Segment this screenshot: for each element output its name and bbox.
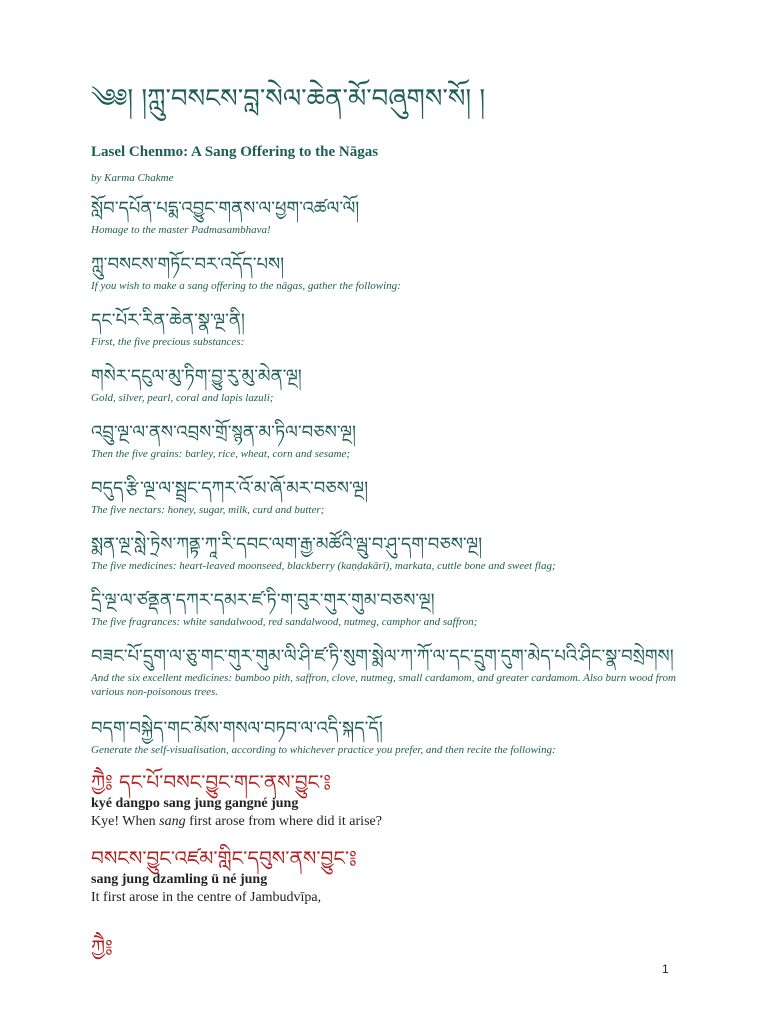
verse xyxy=(91,846,691,906)
translation-line: If you wish to make a sang offering to the nāgas, gather the following: xyxy=(91,279,401,292)
translation-line: And the six excellent medicines: bamboo pith, saffron, clove, nutmeg, small cardamom, and greater cardamom. Also burn wood from various non-poisonous trees. xyxy=(91,671,676,699)
tibetan-line: དང་པོར་རིན་ཆེན་སྣ་ལྔ་ནི། xyxy=(91,310,245,331)
page-number: 1 xyxy=(662,962,669,976)
verse-translation-part: It first arose in the centre of Jambudvīpa, xyxy=(91,890,322,905)
translation-line: Gold, silver, pearl, coral and lapis lazuli; xyxy=(91,391,274,404)
verse-transliteration: sang jung dzamling ü né jung xyxy=(91,872,268,887)
partial-tibetan-line: ཀྱཻ༔ xyxy=(91,935,113,959)
tibetan-line: དྲི་ལྔ་ལ་ཙནྡན་དཀར་དམར་ཛ་ཏི་ག་བུར་གུར་གུམ་བཅས་ལྔ། xyxy=(91,590,435,611)
verse-translation-part: first arose from where did it arise? xyxy=(185,814,382,829)
translation-line: First, the five precious substances: xyxy=(91,335,245,348)
tibetan-line: བཟང་པོ་དྲུག་ལ་ཅུ་གང་གུར་གུམ་ལི་ཤི་ཛ་ཏི་སུག་སྨེལ་ཀ་ཀོ་ལ་དང་དྲུག་དུག་མེད་པའི་ཤིང་སྣ་བསྲེགས། xyxy=(91,646,674,667)
text-block xyxy=(91,422,691,461)
verse-transliteration: kyé dangpo sang jung gangné jung xyxy=(91,796,299,811)
author-line: by Karma Chakme xyxy=(91,172,174,184)
translation-line: Homage to the master Padmasambhava! xyxy=(91,223,271,236)
translation-line: Then the five grains: barley, rice, wheat, corn and sesame; xyxy=(91,447,351,460)
tibetan-line: འབྲུ་ལྔ་ལ་ནས་འབྲས་གྲོ་སྙན་མ་ཏིལ་བཅས་ལྔ། xyxy=(91,422,357,443)
tibetan-line: སློབ་དཔོན་པདྨ་འབྱུང་གནས་ལ་ཕྱག་འཚལ་ལོ། xyxy=(91,198,360,219)
translation-line: The five fragrances: white sandalwood, red sandalwood, nutmeg, camphor and saffron; xyxy=(91,615,478,628)
verse-translation xyxy=(91,814,691,830)
tibetan-title: ༄༅། །ཀླུ་བསངས་བླ་སེལ་ཆེན་མོ་བཞུགས་སོ། ། xyxy=(91,84,486,114)
text-block xyxy=(91,718,691,757)
tibetan-line: སྨན་ལྔ་སླེ་ཏྲེས་ཀནྟ་ཀཱ་རི་དབང་ལག་རྒྱ་མཚོའི་ལྦུ་བ་ཤུ་དག་བཅས་ལྔ། xyxy=(91,534,483,555)
translation-line: The five medicines: heart-leaved moonseed, blackberry (kaṇḍakārī), markata, cuttle bone and sweet flag; xyxy=(91,559,556,572)
translation-line: The five nectars: honey, sugar, milk, curd and butter; xyxy=(91,503,325,516)
text-block xyxy=(91,646,691,700)
verse-tibetan: ཀྱཻ༔ དང་པོ་བསང་བྱུང་གང་ནས་བྱུང་༔ xyxy=(91,770,332,794)
text-block xyxy=(91,478,691,517)
tibetan-line: ཀླུ་བསངས་གཏོང་བར་འདོད་པས། xyxy=(91,254,285,275)
tibetan-line: གསེར་དངུལ་མུ་ཏིག་བྱུ་རུ་མུ་མེན་ལྔ། xyxy=(91,366,302,387)
tibetan-line: བདག་བསྐྱེད་གང་མོས་གསལ་བཏབ་ལ་འདི་སྐད་དོ། xyxy=(91,718,383,739)
verse xyxy=(91,770,691,830)
text-block xyxy=(91,254,691,293)
text-block xyxy=(91,534,691,573)
tibetan-line: བདུད་རྩི་ལྔ་ལ་སྦྲང་དཀར་འོ་མ་ཞོ་མར་བཅས་ལྔ། xyxy=(91,478,369,499)
translation-line: Generate the self-visualisation, according to whichever practice you prefer, and then recite the following: xyxy=(91,743,556,756)
verse-tibetan: བསངས་བྱུང་འཛམ་གླིང་དབུས་ནས་བྱུང་༔ xyxy=(91,846,357,870)
verse-translation xyxy=(91,890,691,906)
text-block xyxy=(91,590,691,629)
text-block xyxy=(91,198,691,237)
text-block xyxy=(91,310,691,349)
verse-translation-part: Kye! When xyxy=(91,814,160,829)
page-title: Lasel Chenmo: A Sang Offering to the Nāgas xyxy=(91,144,379,160)
text-block xyxy=(91,366,691,405)
verse-emphasis: sang xyxy=(159,814,186,829)
